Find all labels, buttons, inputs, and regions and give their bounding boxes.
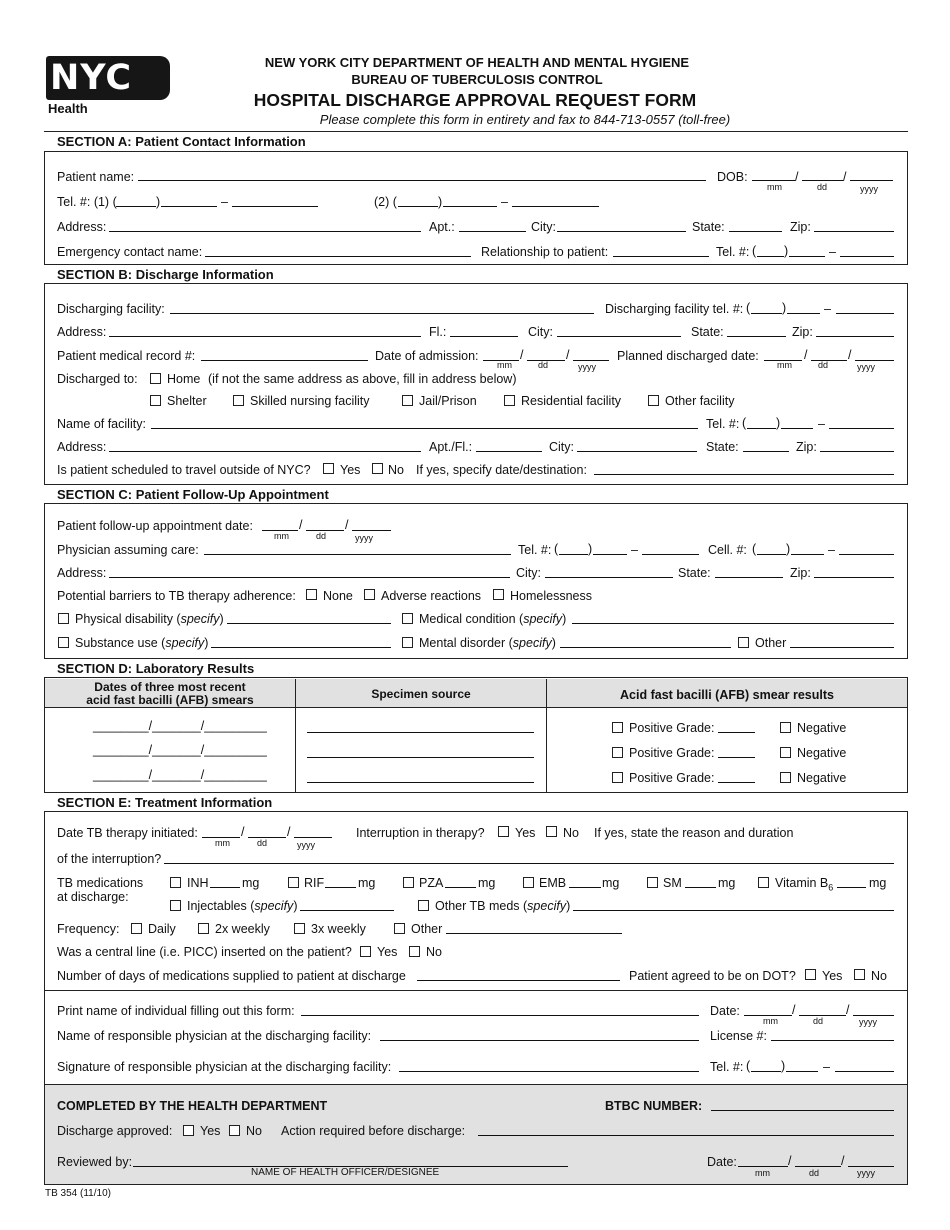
skilled-nursing-checkbox[interactable] [233, 395, 244, 406]
medical-condition-checkbox[interactable] [402, 613, 413, 624]
tel2-line-field[interactable] [512, 206, 599, 207]
physical-disability-field[interactable] [227, 623, 391, 624]
tel2-label: (2) ( [374, 195, 397, 209]
physician-tel-line-field[interactable] [642, 554, 699, 555]
fl-label: Fl.: [429, 325, 447, 339]
days-supplied-field[interactable] [417, 980, 620, 981]
physician-name-label: Name of responsible physician at the discharging facility: [57, 1029, 372, 1043]
picc-no-checkbox[interactable] [409, 946, 420, 957]
section-a-header: SECTION A: Patient Contact Information [44, 132, 908, 152]
license-field[interactable] [771, 1040, 894, 1041]
travel-specify-label: If yes, specify date/destination: [416, 463, 587, 477]
facility-state-field[interactable] [727, 336, 786, 337]
negative-2-checkbox[interactable] [780, 747, 791, 758]
travel-no-checkbox[interactable] [372, 463, 383, 474]
skilled-nursing-label: Skilled nursing facility [250, 394, 370, 408]
signoff-date-label: Date: [710, 1004, 740, 1018]
form-title: HOSPITAL DISCHARGE APPROVAL REQUEST FORM [253, 90, 697, 110]
col-afb-dates-header: Dates of three most recent acid fast bacilli (AFB) smears [86, 680, 254, 707]
tel2-prefix-field[interactable] [443, 206, 497, 207]
vitamin-b6-dose-field[interactable] [837, 887, 866, 888]
tel1-prefix-field[interactable] [161, 206, 217, 207]
barrier-other-checkbox[interactable] [738, 637, 749, 648]
tel2-area-field[interactable] [398, 206, 438, 207]
emergency-tel-label: Tel. #: [716, 245, 750, 259]
positive-3-checkbox[interactable] [612, 772, 623, 783]
facility2-state-field[interactable] [743, 451, 789, 452]
home-checkbox[interactable] [150, 373, 161, 384]
other-facility-label: Other facility [665, 394, 735, 408]
state-label: State: [692, 220, 725, 234]
nyc-health-logo [46, 56, 170, 118]
physician-name-field[interactable] [380, 1040, 699, 1041]
substance-use-checkbox[interactable] [58, 637, 69, 648]
apt-fl-label: Apt./Fl.: [429, 440, 473, 454]
planned-discharge-label: Planned discharged date: [617, 349, 759, 363]
inh-checkbox[interactable] [170, 877, 181, 888]
planned-dd-field[interactable] [811, 360, 847, 361]
planned-yyyy-field[interactable] [855, 360, 894, 361]
action-required-field[interactable] [478, 1135, 894, 1136]
license-label: License #: [710, 1029, 767, 1043]
relationship-field[interactable] [613, 256, 709, 257]
facility2-city-label: City: [549, 440, 574, 454]
home-note: (if not the same address as above, fill in address below) [208, 372, 517, 386]
physician-tel-prefix-field[interactable] [593, 554, 627, 555]
shelter-checkbox[interactable] [150, 395, 161, 406]
physical-disability-checkbox[interactable] [58, 613, 69, 624]
picc-question: Was a central line (i.e. PICC) inserted on the patient? [57, 945, 352, 959]
emergency-tel-area-field[interactable] [757, 256, 784, 257]
facility2-city-field[interactable] [577, 451, 697, 452]
cell-area-field[interactable] [757, 554, 786, 555]
apt-fl-field[interactable] [476, 451, 542, 452]
discharged-to-label: Discharged to: [57, 372, 138, 386]
initiated-yyyy-field[interactable] [294, 837, 332, 838]
afb-date-1-field[interactable]: ________/_______/_________ [93, 719, 267, 733]
facility2-address-field[interactable] [109, 451, 421, 452]
vitamin-b6-checkbox[interactable] [758, 877, 769, 888]
positive-1-checkbox[interactable] [612, 722, 623, 733]
sm-checkbox[interactable] [647, 877, 658, 888]
interruption-label: Interruption in therapy? [356, 826, 485, 840]
signoff-divider [44, 990, 908, 991]
frequency-3x-checkbox[interactable] [294, 923, 305, 934]
facility2-tel-line-field[interactable] [829, 428, 894, 429]
therapy-initiated-label: Date TB therapy initiated: [57, 826, 198, 840]
approved-no-checkbox[interactable] [229, 1125, 240, 1136]
facility-city-label: City: [528, 325, 553, 339]
zip-label: Zip: [790, 220, 811, 234]
facility-address-label: Address: [57, 325, 107, 339]
cell-label: Cell. #: [708, 543, 747, 557]
facility-tel-label: Discharging facility tel. #: [605, 302, 744, 316]
discharge-approved-label: Discharge approved: [57, 1124, 173, 1138]
physician-state-field[interactable] [715, 577, 783, 578]
other-tb-meds-checkbox[interactable] [418, 900, 429, 911]
substance-use-label: Substance use (specify) [75, 636, 209, 650]
cell-prefix-field[interactable] [791, 554, 824, 555]
physician-zip-field[interactable] [814, 577, 894, 578]
tel1-label: Tel. #: (1) ( [57, 195, 117, 209]
rif-dose-field[interactable] [325, 887, 356, 888]
patient-name-field[interactable] [138, 180, 706, 181]
followup-date-label: Patient follow-up appointment date: [57, 519, 253, 533]
physician-field[interactable] [204, 554, 511, 555]
interruption-no-checkbox[interactable] [546, 826, 557, 837]
discharging-facility-label: Discharging facility: [57, 302, 165, 316]
home-label: Home [167, 372, 201, 386]
signature-field[interactable] [399, 1071, 699, 1072]
substance-use-field[interactable] [211, 647, 391, 648]
tb-meds-label: TB medications at discharge: [57, 876, 144, 904]
sm-dose-field[interactable] [685, 887, 716, 888]
pza-checkbox[interactable] [403, 877, 414, 888]
jail-prison-checkbox[interactable] [402, 395, 413, 406]
apt-label: Apt.: [429, 220, 455, 234]
address-label: Address: [57, 220, 107, 234]
physician-label: Physician assuming care: [57, 543, 199, 557]
col-specimen-header: Specimen source [371, 687, 471, 701]
state-field[interactable] [729, 231, 782, 232]
physical-disability-label: Physical disability (specify) [75, 612, 224, 626]
emb-checkbox[interactable] [523, 877, 534, 888]
btbc-number-field[interactable] [711, 1110, 894, 1111]
frequency-label: Frequency: [57, 922, 120, 936]
physician-address-label: Address: [57, 566, 107, 580]
tel1-area-field[interactable] [116, 206, 156, 207]
facility2-tel-area-field[interactable] [747, 428, 776, 429]
bureau-name: BUREAU OF TUBERCULOSIS CONTROL [351, 72, 603, 87]
grade-2-field[interactable] [718, 757, 755, 758]
name-of-facility-field[interactable] [151, 428, 698, 429]
facility-state-label: State: [691, 325, 724, 339]
admission-yyyy-field[interactable] [573, 360, 609, 361]
facility2-tel-prefix-field[interactable] [781, 428, 813, 429]
facility-tel-line-field[interactable] [836, 313, 894, 314]
city-label: City: [531, 220, 556, 234]
dob-dd-field[interactable] [802, 180, 843, 181]
fl-field[interactable] [450, 336, 518, 337]
review-yyyy-field[interactable] [848, 1166, 894, 1167]
col-afb-results-header: Acid fast bacilli (AFB) smear results [620, 688, 834, 702]
apt-field[interactable] [459, 231, 526, 232]
nyc-logo-mark: NYC [46, 56, 170, 100]
other-facility-checkbox[interactable] [648, 395, 659, 406]
grade-3-field[interactable] [718, 782, 755, 783]
barrier-none-checkbox[interactable] [306, 589, 317, 600]
injectables-label: Injectables (specify) [187, 899, 298, 913]
signature-label: Signature of responsible physician at the discharging facility: [57, 1060, 392, 1074]
facility-city-field[interactable] [557, 336, 681, 337]
interruption-yes-checkbox[interactable] [498, 826, 509, 837]
form-instruction: Please complete this form in entirety and fax to 844-713-0557 (toll-free) [319, 112, 731, 127]
physician-city-label: City: [516, 566, 541, 580]
print-name-label: Print name of individual filling out this form: [57, 1004, 295, 1018]
residential-facility-checkbox[interactable] [504, 395, 515, 406]
signoff-yyyy-field[interactable] [853, 1015, 894, 1016]
medical-record-field[interactable] [201, 360, 368, 361]
injectables-checkbox[interactable] [170, 900, 181, 911]
physician-tel-area-field[interactable] [559, 554, 588, 555]
department-name: NEW YORK CITY DEPARTMENT OF HEALTH AND MENTAL HYGIENE [264, 55, 690, 70]
dot-yes-checkbox[interactable] [805, 969, 816, 980]
section-e-header: SECTION E: Treatment Information [44, 792, 908, 812]
review-dd-field[interactable] [795, 1166, 841, 1167]
health-officer-caption: NAME OF HEALTH OFFICER/DESIGNEE [251, 1167, 440, 1178]
injectables-field[interactable] [300, 910, 394, 911]
physician-tel-label: Tel. #: [518, 543, 552, 557]
discharging-facility-field[interactable] [170, 313, 594, 314]
barrier-homeless-checkbox[interactable] [493, 589, 504, 600]
jail-prison-label: Jail/Prison [419, 394, 477, 408]
mental-disorder-checkbox[interactable] [402, 637, 413, 648]
medical-record-label: Patient medical record #: [57, 349, 196, 363]
btbc-number-label: BTBC NUMBER: [605, 1099, 703, 1113]
signoff-tel-prefix-field[interactable] [786, 1071, 818, 1072]
shelter-label: Shelter [167, 394, 207, 408]
tel1-line-field[interactable] [232, 206, 318, 207]
negative-1-checkbox[interactable] [780, 722, 791, 733]
physician-address-field[interactable] [109, 577, 510, 578]
physician-zip-label: Zip: [790, 566, 811, 580]
specimen-source-3-field[interactable] [307, 782, 534, 783]
health-dept-title: COMPLETED BY THE HEALTH DEPARTMENT [57, 1099, 328, 1113]
emergency-contact-label: Emergency contact name: [57, 245, 203, 259]
address-field[interactable] [109, 231, 421, 232]
specimen-source-1-field[interactable] [307, 732, 534, 733]
section-c-header: SECTION C: Patient Follow-Up Appointment [44, 484, 908, 504]
inh-dose-field[interactable] [210, 887, 240, 888]
interruption-reason-label: If yes, state the reason and duration [594, 826, 794, 840]
rif-checkbox[interactable] [288, 877, 299, 888]
afb-date-3-field[interactable]: ________/_______/_________ [93, 768, 267, 782]
travel-specify-field[interactable] [594, 474, 894, 475]
mental-disorder-field[interactable] [560, 647, 731, 648]
physician-state-label: State: [678, 566, 711, 580]
print-name-field[interactable] [301, 1015, 699, 1016]
frequency-other-checkbox[interactable] [394, 923, 405, 934]
facility-tel-area-field[interactable] [751, 313, 782, 314]
emb-dose-field[interactable] [569, 887, 601, 888]
travel-yes-checkbox[interactable] [323, 463, 334, 474]
form-id: TB 354 (11/10) [45, 1188, 111, 1199]
facility2-state-label: State: [706, 440, 739, 454]
signoff-tel-area-field[interactable] [751, 1071, 781, 1072]
logo-subtitle: Health [48, 101, 88, 116]
facility-address-field[interactable] [109, 336, 421, 337]
facility2-tel-label: Tel. #: [706, 417, 740, 431]
negative-3-checkbox[interactable] [780, 772, 791, 783]
name-of-facility-label: Name of facility: [57, 417, 146, 431]
positive-2-checkbox[interactable] [612, 747, 623, 758]
picc-yes-checkbox[interactable] [360, 946, 371, 957]
dot-no-checkbox[interactable] [854, 969, 865, 980]
facility-tel-prefix-field[interactable] [787, 313, 820, 314]
cell-line-field[interactable] [839, 554, 894, 555]
interruption-reason-field[interactable] [164, 863, 894, 864]
specimen-source-2-field[interactable] [307, 757, 534, 758]
reviewed-by-label: Reviewed by: [57, 1155, 133, 1169]
physician-city-field[interactable] [545, 577, 673, 578]
grade-1-field[interactable] [718, 732, 755, 733]
barrier-other-field[interactable] [790, 647, 894, 648]
patient-name-label: Patient name: [57, 170, 135, 184]
review-mm-field[interactable] [738, 1166, 788, 1167]
dob-mm-field[interactable] [752, 180, 795, 181]
city-field[interactable] [557, 231, 686, 232]
facility2-zip-field[interactable] [820, 451, 894, 452]
approved-yes-checkbox[interactable] [183, 1125, 194, 1136]
section-d-header: SECTION D: Laboratory Results [44, 658, 908, 678]
vitamin-b6-label: Vitamin $B_6$ [775, 876, 834, 893]
relationship-label: Relationship to patient: [481, 245, 609, 259]
dob-label: DOB: [717, 170, 748, 184]
dob-yyyy-field[interactable] [850, 180, 893, 181]
mental-disorder-label: Mental disorder (specify) [419, 636, 556, 650]
review-date-label: Date: [707, 1155, 737, 1169]
zip-field[interactable] [814, 231, 894, 232]
frequency-other-field[interactable] [446, 933, 622, 934]
travel-question: Is patient scheduled to travel outside of NYC? [57, 463, 311, 477]
emergency-tel-line-field[interactable] [840, 256, 894, 257]
facility2-zip-label: Zip: [796, 440, 817, 454]
emergency-contact-field[interactable] [205, 256, 471, 257]
barrier-adverse-checkbox[interactable] [364, 589, 375, 600]
followup-yyyy-field[interactable] [352, 530, 391, 531]
emergency-tel-prefix-field[interactable] [789, 256, 825, 257]
barriers-label: Potential barriers to TB therapy adherence: [57, 589, 296, 603]
admission-date-label: Date of admission: [375, 349, 479, 363]
signoff-tel-label: Tel. #: [710, 1060, 744, 1074]
other-tb-meds-label: Other TB meds (specify) [435, 899, 571, 913]
other-tb-meds-field[interactable] [573, 910, 894, 911]
section-b-header: SECTION B: Discharge Information [44, 264, 908, 284]
residential-facility-label: Residential facility [521, 394, 622, 408]
signoff-tel-line-field[interactable] [835, 1071, 894, 1072]
frequency-2x-checkbox[interactable] [198, 923, 209, 934]
pza-dose-field[interactable] [445, 887, 476, 888]
days-supplied-label: Number of days of medications supplied to patient at discharge [57, 969, 406, 983]
facility-zip-field[interactable] [816, 336, 894, 337]
action-required-label: Action required before discharge: [281, 1124, 466, 1138]
dot-question: Patient agreed to be on DOT? [629, 969, 796, 983]
medical-condition-label: Medical condition (specify) [419, 612, 567, 626]
frequency-daily-checkbox[interactable] [131, 923, 142, 934]
afb-date-2-field[interactable]: ________/_______/_________ [93, 743, 267, 757]
medical-condition-field[interactable] [572, 623, 894, 624]
facility-zip-label: Zip: [792, 325, 813, 339]
of-interruption-label: of the interruption? [57, 852, 162, 866]
facility2-address-label: Address: [57, 440, 107, 454]
